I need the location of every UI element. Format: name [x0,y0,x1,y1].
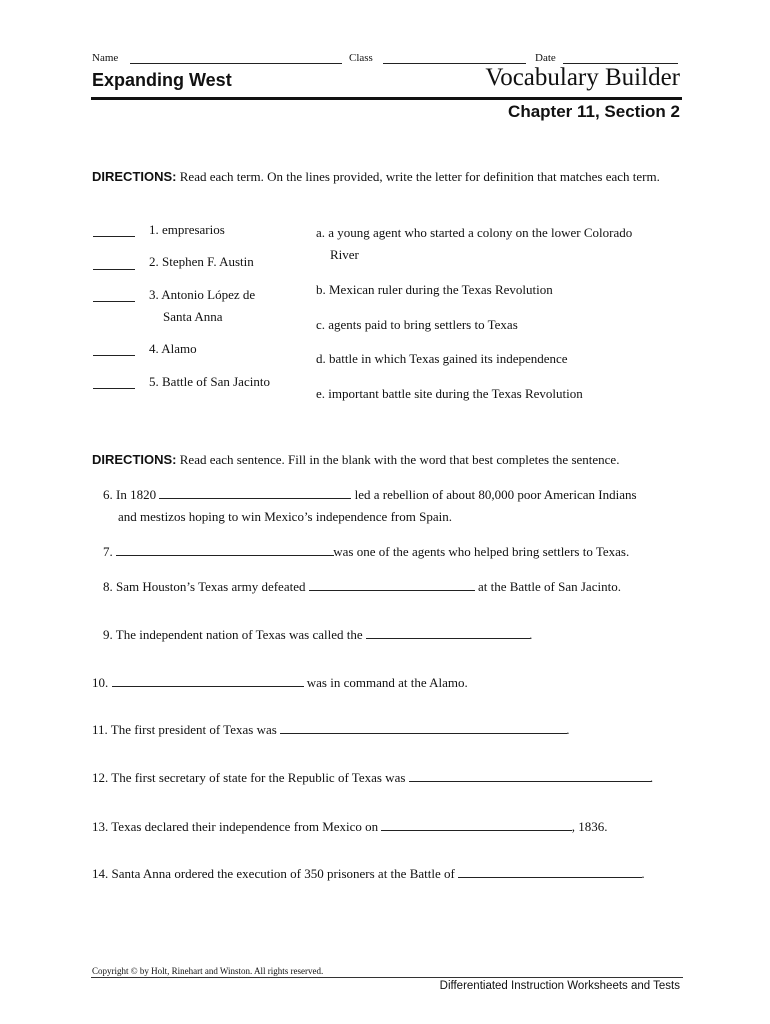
sentence-6-continued: and mestizos hoping to win Mexico’s independence from Spain. [118,509,452,524]
answer-blank-3[interactable] [93,301,135,302]
term-5: 5. Battle of San Jacinto [149,374,270,389]
definition-d: d. battle in which Texas gained its independence [316,351,568,366]
class-field[interactable] [383,53,526,64]
sentence-8-text: 8. Sam Houston’s Texas army defeated [103,579,306,594]
sentence-13-blank[interactable] [381,818,572,831]
sentence-10-text-after: was in command at the Alamo. [306,675,468,690]
sentence-12-blank[interactable] [409,769,651,782]
sentence-9-text: 9. The independent nation of Texas was called the [103,627,363,642]
sentence-9-text-after: . [529,627,533,642]
directions-text: Read each term. On the lines provided, write the letter for definition that matches each term. [179,169,660,184]
sentence-11-text: 11. The first president of Texas was [92,722,277,737]
definition-a-continued: River [330,247,359,262]
date-label: Date [535,52,556,64]
name-label: Name [92,52,119,64]
book-title: Differentiated Instruction Worksheets and Tests [439,980,680,992]
sentence-8-blank[interactable] [309,578,475,591]
date-field[interactable] [563,53,678,64]
chapter-title: Expanding West [92,70,232,90]
directions-label: DIRECTIONS: [92,169,177,184]
definition-c: c. agents paid to bring settlers to Texas [316,317,518,332]
definition-b: b. Mexican ruler during the Texas Revolution [316,282,553,297]
sentence-10-blank[interactable] [112,674,304,687]
sentence-9 [103,624,532,646]
sentence-9-blank[interactable] [366,626,530,639]
sentence-6-text-after: led a rebellion of about 80,000 poor American Indians [354,487,637,502]
sentence-10-text: 10. [92,675,109,690]
term-3-continued: Santa Anna [163,309,223,324]
sentence-13 [92,816,607,838]
sentence-11 [92,719,570,741]
sentence-12 [92,767,653,789]
directions-label-2: DIRECTIONS: [92,452,177,467]
sentence-11-text-after: . [566,722,570,737]
sentence-14-blank[interactable] [458,865,642,878]
answer-blank-1[interactable] [93,236,135,237]
directions-text-2: Read each sentence. Fill in the blank with the word that best completes the sentence. [179,452,620,467]
sentence-6-blank[interactable] [159,486,351,499]
sentence-11-blank[interactable] [280,721,567,734]
header-rule [91,97,682,100]
sentence-8-text-after: at the Battle of San Jacinto. [477,579,621,594]
section-subtitle: Chapter 11, Section 2 [508,102,680,121]
term-3: 3. Antonio López de [149,287,256,302]
sentence-14-text-after: . [641,866,645,881]
sentence-6-text: 6. In 1820 [103,487,157,502]
sentence-7 [103,541,629,563]
name-field[interactable] [130,53,342,64]
class-label: Class [349,52,373,64]
definition-a: a. a young agent who started a colony on the lower Colorado [316,225,633,240]
sentence-13-text-after: , 1836. [571,819,608,834]
term-4: 4. Alamo [149,341,197,356]
copyright-notice: Copyright © by Holt, Rinehart and Winston. All rights reserved. [92,966,324,976]
answer-blank-4[interactable] [93,355,135,356]
sentence-7-text: 7. [103,544,113,559]
answer-blank-5[interactable] [93,388,135,389]
sentence-12-text: 12. The first secretary of state for the Republic of Texas was [92,770,406,785]
sentence-6 [103,484,637,506]
sentence-7-text-after: was one of the agents who helped bring settlers to Texas. [333,544,630,559]
sentence-10 [92,672,468,694]
sentence-14-text: 14. Santa Anna ordered the execution of 350 prisoners at the Battle of [92,866,455,881]
fill-in-directions [92,452,677,468]
sentence-8 [103,576,621,598]
term-2: 2. Stephen F. Austin [149,254,254,269]
term-1: 1. empresarios [149,222,225,237]
sentence-13-text: 13. Texas declared their independence from Mexico on [92,819,379,834]
footer-rule [91,977,683,978]
sentence-12-text-after: . [649,770,654,785]
worksheet-title: Vocabulary Builder [485,64,680,91]
sentence-14 [92,863,645,885]
matching-directions [92,169,677,185]
sentence-7-blank[interactable] [116,543,334,556]
definition-e: e. important battle site during the Texas Revolution [316,386,583,401]
answer-blank-2[interactable] [93,269,135,270]
